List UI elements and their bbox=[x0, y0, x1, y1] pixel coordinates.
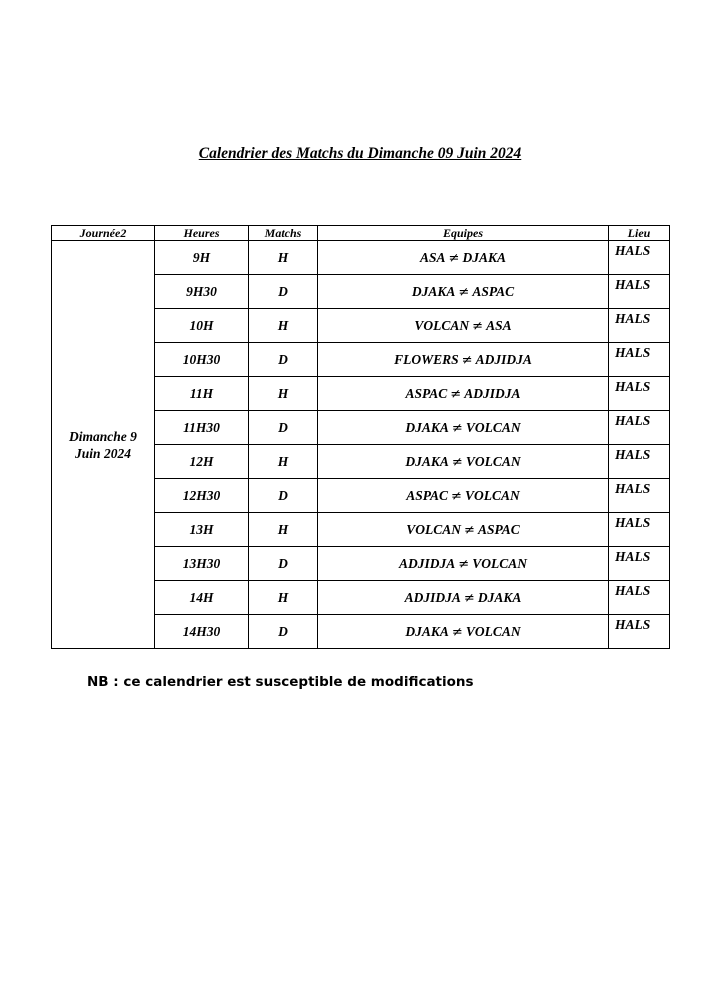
team-home: VOLCAN bbox=[406, 521, 462, 537]
day-label-line1: Dimanche 9 bbox=[69, 428, 137, 444]
match-type-cell: D bbox=[249, 343, 318, 377]
team-home: DJAKA bbox=[405, 453, 449, 469]
teams-cell bbox=[318, 241, 609, 275]
not-equal-icon: ≠ bbox=[461, 352, 473, 368]
footnote: NB : ce calendrier est susceptible de modifications bbox=[87, 674, 474, 690]
not-equal-icon: ≠ bbox=[464, 522, 475, 538]
match-type-cell: H bbox=[249, 241, 318, 275]
time-cell: 14H30 bbox=[155, 615, 249, 649]
team-away: VOLCAN bbox=[465, 623, 521, 639]
time-cell: 12H30 bbox=[155, 479, 249, 513]
teams-cell bbox=[318, 445, 609, 479]
table-row bbox=[52, 241, 670, 275]
not-equal-icon: ≠ bbox=[448, 250, 460, 266]
team-home: DJAKA bbox=[405, 623, 449, 639]
team-away: VOLCAN bbox=[465, 419, 521, 435]
not-equal-icon: ≠ bbox=[451, 624, 463, 640]
team-away: ASPAC bbox=[477, 521, 520, 537]
team-away: ASA bbox=[486, 317, 512, 333]
team-away: VOLCAN bbox=[465, 453, 521, 469]
match-type-cell: D bbox=[249, 275, 318, 309]
header-lieu: Lieu bbox=[609, 226, 670, 241]
not-equal-icon: ≠ bbox=[451, 420, 463, 436]
not-equal-icon: ≠ bbox=[451, 488, 462, 504]
match-type-cell: D bbox=[249, 479, 318, 513]
venue-cell: HALS bbox=[609, 377, 670, 411]
page-title: Calendrier des Matchs du Dimanche 09 Juin 2024 bbox=[198, 145, 522, 162]
team-home: ADJIDJA bbox=[404, 589, 461, 605]
team-home: DJAKA bbox=[405, 419, 449, 435]
match-type-cell: H bbox=[249, 309, 318, 343]
not-equal-icon: ≠ bbox=[463, 590, 475, 606]
teams-cell bbox=[318, 343, 609, 377]
venue-cell: HALS bbox=[609, 241, 670, 275]
teams-cell bbox=[318, 479, 609, 513]
time-cell: 13H bbox=[155, 513, 249, 547]
teams-cell bbox=[318, 377, 609, 411]
teams-cell bbox=[318, 547, 609, 581]
team-home: ADJIDJA bbox=[399, 555, 456, 571]
team-home: DJAKA bbox=[411, 283, 456, 299]
teams-cell bbox=[318, 581, 609, 615]
team-away: ADJIDJA bbox=[464, 385, 521, 401]
venue-cell: HALS bbox=[609, 411, 670, 445]
teams-cell bbox=[318, 275, 609, 309]
match-type-cell: H bbox=[249, 513, 318, 547]
not-equal-icon: ≠ bbox=[458, 284, 470, 300]
header-matchs: Matchs bbox=[249, 226, 318, 241]
not-equal-icon: ≠ bbox=[450, 386, 462, 402]
venue-cell: HALS bbox=[609, 479, 670, 513]
team-home: ASA bbox=[420, 249, 446, 265]
time-cell: 13H30 bbox=[155, 547, 249, 581]
match-type-cell: H bbox=[249, 377, 318, 411]
day-cell bbox=[52, 241, 155, 649]
teams-cell bbox=[318, 513, 609, 547]
header-equipes: Equipes bbox=[318, 226, 609, 241]
teams-cell bbox=[318, 615, 609, 649]
time-cell: 9H bbox=[155, 241, 249, 275]
match-type-cell: H bbox=[249, 581, 318, 615]
team-away: DJAKA bbox=[462, 249, 506, 265]
time-cell: 14H bbox=[155, 581, 249, 615]
not-equal-icon: ≠ bbox=[472, 318, 484, 334]
team-away: ADJIDJA bbox=[475, 351, 532, 367]
time-cell: 10H bbox=[155, 309, 249, 343]
schedule-body bbox=[52, 241, 670, 649]
time-cell: 9H30 bbox=[155, 275, 249, 309]
match-type-cell: D bbox=[249, 411, 318, 445]
venue-cell: HALS bbox=[609, 547, 670, 581]
team-home: ASPAC bbox=[405, 385, 448, 401]
teams-cell bbox=[318, 411, 609, 445]
header-heures: Heures bbox=[155, 226, 249, 241]
time-cell: 11H30 bbox=[155, 411, 249, 445]
header-journee: Journée2 bbox=[52, 226, 155, 241]
match-type-cell: D bbox=[249, 547, 318, 581]
venue-cell: HALS bbox=[609, 275, 670, 309]
team-away: VOLCAN bbox=[464, 487, 520, 503]
team-away: ASPAC bbox=[472, 283, 515, 299]
team-away: DJAKA bbox=[477, 589, 522, 605]
team-away: VOLCAN bbox=[472, 555, 527, 571]
venue-cell: HALS bbox=[609, 343, 670, 377]
match-type-cell: H bbox=[249, 445, 318, 479]
not-equal-icon: ≠ bbox=[458, 556, 470, 572]
time-cell: 12H bbox=[155, 445, 249, 479]
venue-cell: HALS bbox=[609, 513, 670, 547]
table-header-row bbox=[52, 226, 670, 241]
venue-cell: HALS bbox=[609, 581, 670, 615]
venue-cell: HALS bbox=[609, 445, 670, 479]
venue-cell: HALS bbox=[609, 309, 670, 343]
day-label-line2: Juin 2024 bbox=[75, 445, 131, 461]
time-cell: 10H30 bbox=[155, 343, 249, 377]
match-type-cell: D bbox=[249, 615, 318, 649]
team-home: ASPAC bbox=[406, 487, 449, 503]
team-home: VOLCAN bbox=[414, 317, 470, 333]
time-cell: 11H bbox=[155, 377, 249, 411]
venue-cell: HALS bbox=[609, 615, 670, 649]
teams-cell bbox=[318, 309, 609, 343]
team-home: FLOWERS bbox=[394, 351, 459, 367]
schedule-table bbox=[51, 225, 670, 649]
not-equal-icon: ≠ bbox=[451, 454, 463, 470]
